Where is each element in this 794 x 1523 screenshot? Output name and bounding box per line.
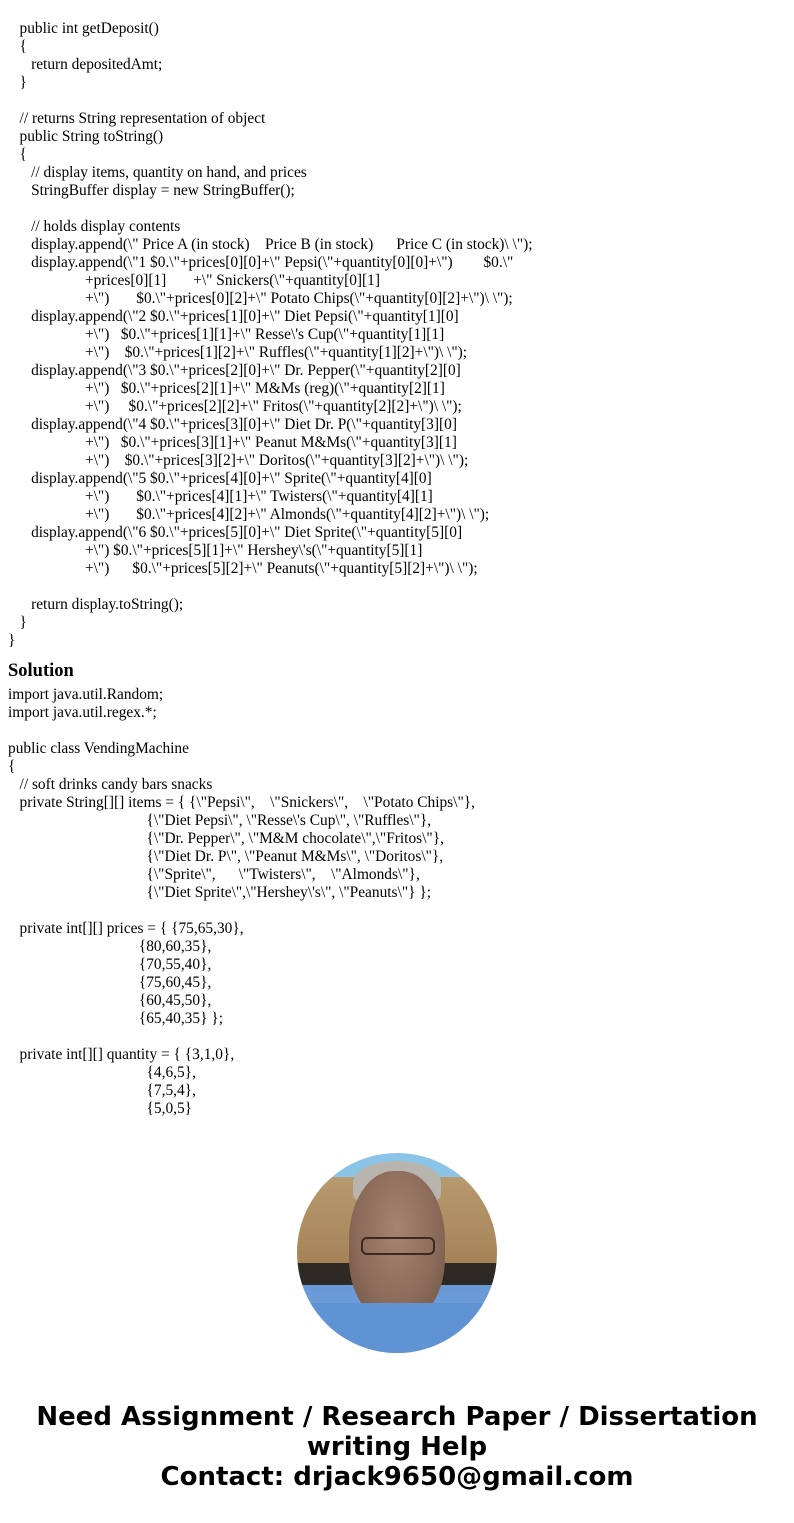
code-line: return depositedAmt; (8, 56, 163, 73)
code-line (8, 1028, 794, 1046)
code-line: {5,0,5} (8, 1100, 193, 1117)
code-line: +\") $0.\"+prices[0][2]+\" Potato Chips(\"+quantity[0][2]+\")\ \"); (8, 290, 513, 307)
code-line: private int[][] quantity = { {3,1,0}, (8, 1046, 235, 1063)
code-line: } (8, 614, 27, 631)
code-line: {70,55,40}, (8, 956, 212, 973)
code-line: {\"Diet Sprite\",\"Hershey\'s\", \"Peanuts\"} }; (8, 884, 432, 901)
code-line: public String toString() (8, 128, 164, 145)
code-line (8, 92, 794, 110)
code-line: {\"Diet Dr. P\", \"Peanut M&Ms\", \"Doritos\"}, (8, 848, 444, 865)
code-line: // returns String representation of object (8, 110, 266, 127)
code-line: display.append(\" Price A (in stock) Price B (in stock) Price C (in stock)\ \"); (8, 236, 533, 253)
code-line: +\") $0.\"+prices[4][1]+\" Twisters(\"+quantity[4][1] (8, 488, 433, 505)
promo-line-1: Need Assignment / Research Paper / Dissertation (36, 1402, 758, 1432)
code-line: display.append(\"6 $0.\"+prices[5][0]+\" Diet Sprite(\"+quantity[5][0] (8, 524, 463, 541)
code-line: // display items, quantity on hand, and prices (8, 164, 307, 181)
code-line: display.append(\"1 $0.\"+prices[0][0]+\" Pepsi(\"+quantity[0][0]+\") $0.\" (8, 254, 514, 271)
code-block-previous-answer (0, 0, 794, 650)
code-line: {\"Dr. Pepper\", \"M&M chocolate\",\"Fritos\"}, (8, 830, 444, 847)
code-line: { (8, 758, 16, 775)
code-line: display.append(\"2 $0.\"+prices[1][0]+\" Diet Pepsi(\"+quantity[1][0] (8, 308, 459, 325)
avatar-shirt (297, 1303, 497, 1353)
promo-banner (0, 1402, 794, 1492)
code-line (8, 2, 794, 20)
code-line: +prices[0][1] +\" Snickers(\"+quantity[0][1] (8, 272, 380, 289)
code-line: private int[][] prices = { {75,65,30}, (8, 920, 244, 937)
code-line: +\") $0.\"+prices[1][1]+\" Resse\'s Cup(\"+quantity[1][1] (8, 326, 445, 343)
code-line (8, 722, 794, 740)
code-line: return display.toString(); (8, 596, 184, 613)
code-line: +\") $0.\"+prices[2][2]+\" Fritos(\"+quantity[2][2]+\")\ \"); (8, 398, 462, 415)
code-line (8, 200, 794, 218)
code-line: public class VendingMachine (8, 740, 189, 757)
code-line: +\") $0.\"+prices[1][2]+\" Ruffles(\"+quantity[1][2]+\")\ \"); (8, 344, 468, 361)
code-line: display.append(\"4 $0.\"+prices[3][0]+\" Diet Dr. P(\"+quantity[3][0] (8, 416, 457, 433)
code-line: +\") $0.\"+prices[5][1]+\" Hershey\'s(\"+quantity[5][1] (8, 542, 423, 559)
code-line: {80,60,35}, (8, 938, 212, 955)
code-line: { (8, 38, 27, 55)
code-line (8, 578, 794, 596)
code-line: { (8, 146, 27, 163)
code-line: import java.util.regex.*; (8, 704, 157, 721)
code-line: import java.util.Random; (8, 686, 164, 703)
promo-contact: Contact: drjack9650@gmail.com (160, 1462, 634, 1492)
code-line: +\") $0.\"+prices[5][2]+\" Peanuts(\"+quantity[5][2]+\")\ \"); (8, 560, 478, 577)
code-line: +\") $0.\"+prices[3][2]+\" Doritos(\"+quantity[3][2]+\")\ \"); (8, 452, 469, 469)
code-line: +\") $0.\"+prices[4][2]+\" Almonds(\"+quantity[4][2]+\")\ \"); (8, 506, 490, 523)
code-line: public int getDeposit() (8, 20, 159, 37)
code-line: {75,60,45}, (8, 974, 212, 991)
code-line: {4,6,5}, (8, 1064, 196, 1081)
solution-heading: Solution (8, 661, 74, 681)
code-line: StringBuffer display = new StringBuffer(); (8, 182, 295, 199)
code-line: // holds display contents (8, 218, 181, 235)
code-line: {\"Diet Pepsi\", \"Resse\'s Cup\", \"Ruffles\"}, (8, 812, 432, 829)
code-line: +\") $0.\"+prices[2][1]+\" M&Ms (reg)(\"+quantity[2][1] (8, 380, 445, 397)
code-block-solution (0, 686, 794, 1118)
code-line: display.append(\"5 $0.\"+prices[4][0]+\" Sprite(\"+quantity[4][0] (8, 470, 432, 487)
author-avatar (297, 1153, 497, 1353)
code-line: {\"Sprite\", \"Twisters\", \"Almonds\"}, (8, 866, 420, 883)
code-line: } (8, 74, 27, 91)
code-line: {60,45,50}, (8, 992, 212, 1009)
promo-line-2: writing Help (306, 1432, 488, 1462)
code-line: {7,5,4}, (8, 1082, 196, 1099)
code-line (8, 902, 794, 920)
code-line: +\") $0.\"+prices[3][1]+\" Peanut M&Ms(\"+quantity[3][1] (8, 434, 457, 451)
code-line: // soft drinks candy bars snacks (8, 776, 213, 793)
code-line: {65,40,35} }; (8, 1010, 223, 1027)
code-line: } (8, 632, 16, 649)
avatar-glasses-icon (361, 1237, 435, 1255)
code-line: display.append(\"3 $0.\"+prices[2][0]+\" Dr. Pepper(\"+quantity[2][0] (8, 362, 461, 379)
code-line: private String[][] items = { {\"Pepsi\", \"Snickers\", \"Potato Chips\"}, (8, 794, 475, 811)
